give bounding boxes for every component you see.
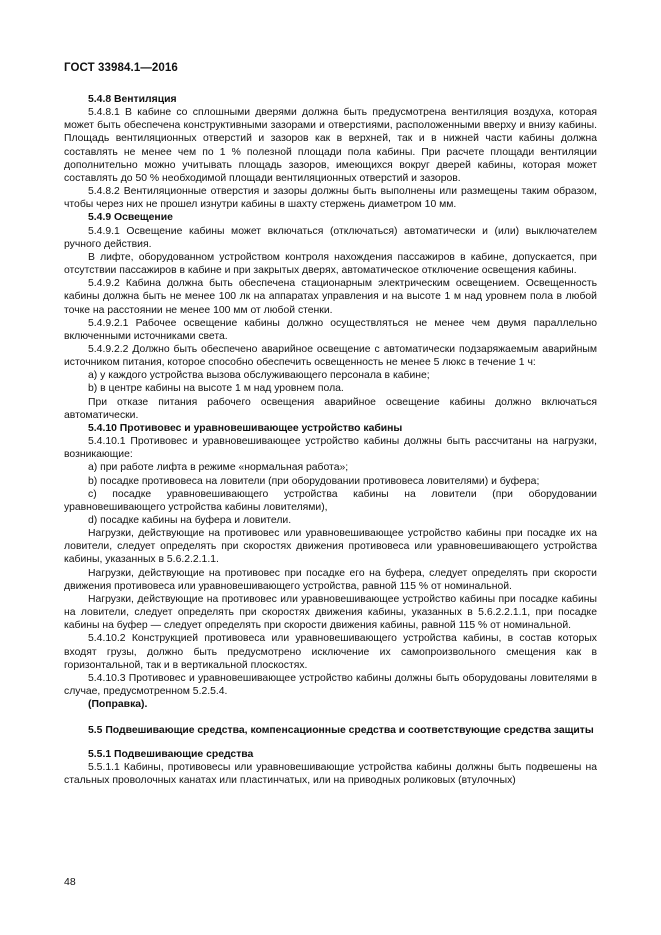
paragraph: a) у каждого устройства вызова обслуживающего персонала в кабине;: [88, 370, 430, 382]
paragraph: 5.4.10.3 Противовес и уравновешивающее устройство кабины должны быть оборудованы ловителями в случае, предусмотренном 5.2.5.4.: [64, 672, 597, 698]
paragraph: 5.4.8.2 Вентиляционные отверстия и зазоры должны быть выполнены или размещены таким образом, чтобы через них не прошел изнутри кабины в шахту стержень диаметром 10 мм.: [64, 186, 597, 211]
document-header: ГОСТ 33984.1—2016: [64, 62, 178, 74]
document-body: [64, 93, 597, 787]
section-heading: 5.4.10 Противовес и уравновешивающее устройство кабины: [88, 422, 403, 434]
paragraph: Нагрузки, действующие на противовес или уравновешивающее устройство кабины при посадке кабины на ловители, следует определять при скоростях движения кабины, указанных в 5.6.2.2.1.1, при посадке кабины на буфер — следует определять при скорости движения кабины, равной 115 % от номинальной.: [64, 593, 597, 632]
paragraph: a) при работе лифта в режиме «нормальная работа»;: [88, 462, 349, 474]
paragraph: b) посадке противовеса на ловители (при оборудовании противовеса ловителями) и буфера;: [88, 475, 540, 487]
paragraph: 5.4.9.1 Освещение кабины может включаться (отключаться) автоматически и (или) выключателем ручного действия.: [64, 225, 597, 250]
paragraph: При отказе питания рабочего освещения аварийное освещение кабины должно включаться автоматически.: [64, 396, 597, 421]
paragraph: 5.4.9.2 Кабина должна быть обеспечена стационарным электрическим освещением. Освещенность кабины должна быть не менее 100 лк на аппаратах управления и на высоте 1 м над уровнем пола в любой точке на расстоянии не менее 100 мм от любой стенки.: [64, 278, 597, 316]
paragraph: 5.4.8.1 В кабине со сплошными дверями должна быть предусмотрена вентиляция воздуха, которая может быть обеспечена конструктивными зазорами и отверстиями, расположенными вверху и внизу кабины. Площадь вентиляционных отверстий и зазоров как в верхней, так и в нижней части кабины должна составлять не менее чем по 1 % полезной площади пола кабины. При расчете площади вентиляции дополнительно можно учитывать площадь зазоров, имеющихся вокруг дверей кабины, которая может составлять до 50 % необходимой площади вентиляционных отверстий и зазоров.: [64, 107, 597, 184]
paragraph: 5.4.9.2.2 Должно быть обеспечено аварийное освещение с автоматически подзаряжаемым аварийным источником питания, которое способно обеспечить освещенность не менее 5 люкс в течение 1 ч:: [64, 343, 597, 369]
paragraph: 5.5.1.1 Кабины, противовесы или уравновешивающие устройства кабины должны быть подвешены на стальных проволочных канатах или пластинчатых, или на приводных роликовых (втулочных): [64, 761, 597, 786]
paragraph: Нагрузки, действующие на противовес при посадке его на буфера, следует определять при скорости движения противовеса или уравновешивающего устройства, равной 115 % от номинальной.: [64, 567, 597, 592]
page-number: 48: [64, 876, 76, 888]
paragraph: b) в центре кабины на высоте 1 м над уровнем пола.: [88, 383, 344, 395]
paragraph: c) посадке уравновешивающего устройства кабины на ловители (при оборудовании уравновешивающего устройства кабины ловителями),: [64, 488, 597, 513]
section-heading: 5.4.8 Вентиляция: [88, 94, 177, 105]
paragraph: d) посадке кабины на буфера и ловители.: [88, 515, 292, 526]
paragraph: 5.4.10.2 Конструкцией противовеса или уравновешивающего устройства кабины, в состав которых входят грузы, должно быть предусмотрено исключение их самопроизвольного смещения как в горизонтальной, так и в вертикальной плоскостях.: [64, 633, 597, 671]
paragraph: Нагрузки, действующие на противовес или уравновешивающее устройство кабины при посадке их на ловители, следует определять при скоростях движения противовеса или уравновешивающего устройства кабины, указанных в 5.6.2.2.1.1.: [64, 528, 597, 566]
section-heading: (Поправка).: [88, 699, 148, 711]
section-heading: 5.5 Подвешивающие средства, компенсационные средства и соответствующие средства защиты: [88, 725, 594, 737]
section-heading: 5.4.9 Освещение: [88, 212, 173, 224]
section-heading: 5.5.1 Подвешивающие средства: [88, 748, 254, 760]
paragraph: В лифте, оборудованном устройством контроля нахождения пассажиров в кабине, допускается, при отсутствии пассажиров в кабине и при закрытых дверях, автоматическое отключение освещения кабины.: [64, 251, 597, 277]
paragraph: 5.4.10.1 Противовес и уравновешивающее устройство кабины должны быть рассчитаны на нагрузки, возникающие:: [64, 436, 597, 461]
paragraph: 5.4.9.2.1 Рабочее освещение кабины должно осуществляться не менее чем двумя параллельно включенными источниками света.: [64, 317, 597, 342]
